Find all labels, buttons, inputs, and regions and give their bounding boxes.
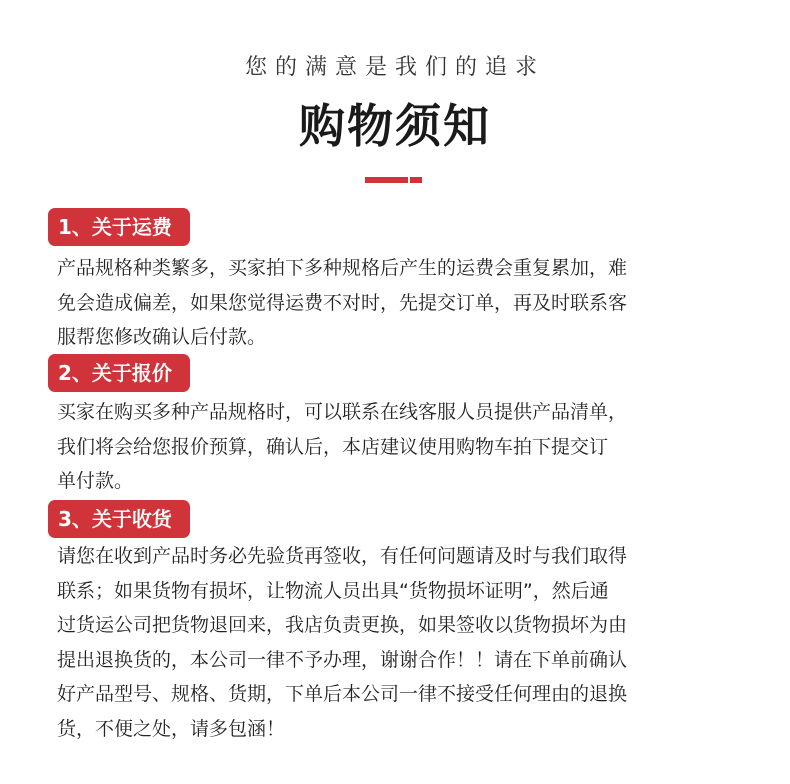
text-line: 好产品型号、规格、货期，下单后本公司一律不接受任何理由的退换 <box>57 683 628 705</box>
text-line: 免会造成偏差，如果您觉得运费不对时，先提交订单，再及时联系客 <box>57 291 628 314</box>
text-line: 服帮您修改确认后付款。 <box>57 326 267 348</box>
text-line: 我们将会给您报价预算，确认后，本店建议使用购物车拍下提交订 <box>57 435 609 458</box>
text-line: 货，不便之处，请多包涵！ <box>57 717 286 740</box>
text-line: 请您在收到产品时务必先验货再签收，有任何问题请及时与我们取得 <box>57 545 628 567</box>
text-line: 买家在购买多种产品规格时，可以联系在线客服人员提供产品清单， <box>57 401 628 423</box>
text-line: 单付款。 <box>57 470 134 492</box>
text-line: 产品规格种类繁多，买家拍下多种规格后产生的运费会重复累加，难 <box>57 257 628 279</box>
section-text-shipping <box>57 251 627 355</box>
section-text-receiving <box>57 539 627 746</box>
text-line: 联系；如果货物有损坏，让物流人员出具“货物损坏证明”，然后通 <box>57 579 609 602</box>
text-line: 提出退换货的，本公司一律不予办理，谢谢合作！！请在下单前确认 <box>57 648 628 671</box>
section-badge-shipping: 1、关于运费 <box>48 208 190 246</box>
title-underline-accent <box>410 177 422 183</box>
subtitle: 您的满意是我们的追求 <box>244 55 545 80</box>
text-line: 过货运公司把货物退回来，我店负责更换，如果签收以货物损坏为由 <box>57 614 628 636</box>
section-badge-quote: 2、关于报价 <box>48 354 190 392</box>
page-title: 购物须知 <box>299 99 491 153</box>
title-underline <box>365 177 408 183</box>
section-text-quote <box>57 395 627 499</box>
section-badge-receiving: 3、关于收货 <box>48 500 190 538</box>
